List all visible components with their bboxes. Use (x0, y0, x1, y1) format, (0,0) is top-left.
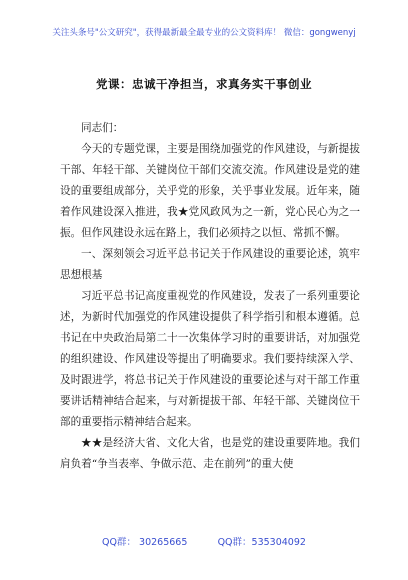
paragraph-intro: 今天的专题党课，主要是围绕加强党的作风建设，与新提拔干部、年轻干部、关键岗位干部们交流交流。作风建设是党的建设的重要组成部分，关乎党的形象，关乎事业发展。近年来，随着作风建设深入推进，我★党风政风为之一新，党心民心为之一振。但作风建设永远在路上，我们必须持之以恒、常抓不懈。 (60, 143, 360, 239)
section-heading-1: 一、深刻领会习近平总书记关于作风建设的重要论述，筑牢思想根基 (60, 248, 360, 281)
paragraph-body-2: ★★是经济大省、文化大省，也是党的建设重要阵地。我们肩负着“争当表率、争做示范、走在前列”的重大使 (60, 437, 360, 470)
paragraph-body-1: 习近平总书记高度重视党的作风建设，发表了一系列重要论述，为新时代加强党的作风建设提供了科学指引和根本遵循。总书记在中央政治局第二十一次集体学习时的重要讲话，对加强党的组织建设、作风建设等提出了明确要求。我们要持续深入学、及时跟进学，将总书记关于作风建设的重要论述与对干部工作重要讲话精神结合起来，与对新提拔干部、年轻干部、关键岗位干部的重要指示精神结合起来。 (60, 290, 360, 428)
page-title: 党课：忠诚干净担当，求真务实干事创业 (96, 77, 312, 91)
header-note: 关注头条号"公文研究"，获得最新最全最专业的公文资料库！ 微信：gongwenyj (52, 28, 356, 38)
footer-qq-groups: QQ群： 30265665 QQ群：535304092 (102, 537, 306, 548)
salutation: 同志们： (81, 122, 124, 134)
document-body (60, 118, 360, 475)
